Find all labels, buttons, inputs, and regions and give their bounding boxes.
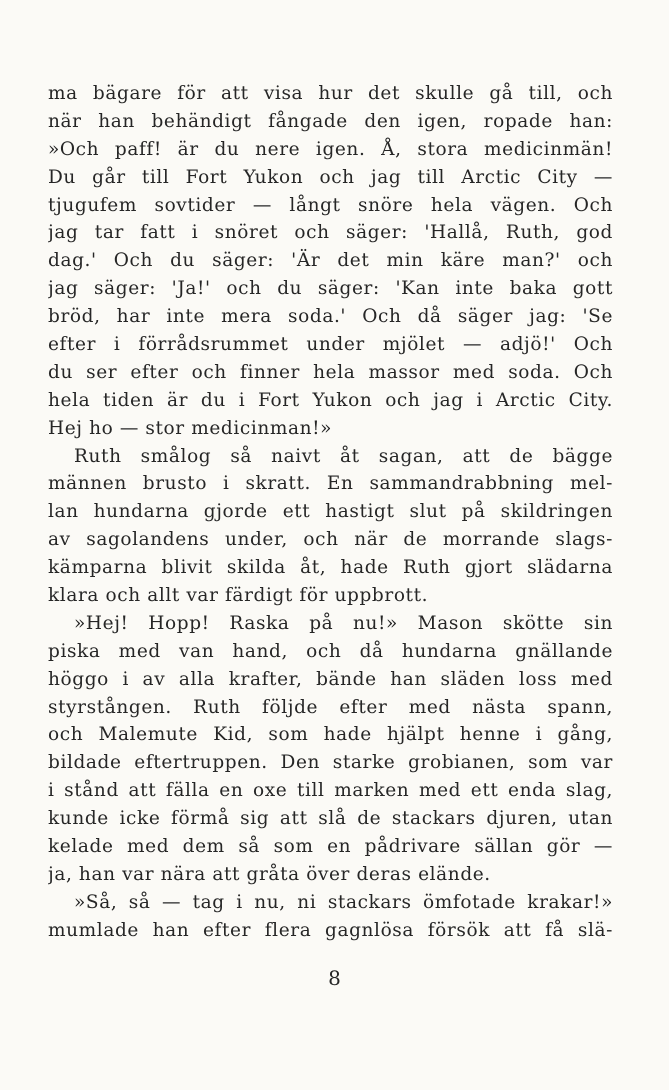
text-line: dag.' Och du säger: 'Är det min käre man?' och [48, 250, 613, 272]
text-line: hela tiden är du i Fort Yukon och jag i Arctic City. [48, 389, 613, 411]
text-line: kelade med dem så som en pådrivare sällan gör — [48, 836, 613, 858]
text-line: ma bägare för att visa hur det skulle gå till, och [48, 83, 613, 104]
text-line: Ruth smålog så naivt åt sagan, att de bägge [74, 445, 613, 467]
text-line: jag säger: 'Ja!' och du säger: 'Kan inte baka gott [48, 278, 613, 300]
text-line: kunde icke förmå sig att slå de stackars djuren, utan [48, 808, 613, 830]
text-line: tjugufem sovtider — långt snöre hela vägen. Och [48, 194, 613, 216]
text-line: och Malemute Kid, som hade hjälpt henne i gång, [48, 724, 613, 746]
text-line: Du går till Fort Yukon och jag till Arctic City — [48, 166, 613, 188]
text-line: Hej ho — stor medicinman!» [48, 417, 333, 439]
page-number: 8 [328, 966, 341, 990]
text-line: styrstången. Ruth följde efter med nästa spann, [48, 696, 613, 718]
text-line: kämparna blivit skilda åt, hade Ruth gjort slädarna [48, 557, 613, 579]
text-line: »Hej! Hopp! Raska på nu!» Mason skötte sin [74, 612, 613, 634]
text-line: i stånd att fälla en oxe till marken med ett enda slag, [48, 780, 613, 802]
body-text [48, 80, 613, 945]
text-line: när han behändigt fångade den igen, ropade han: [48, 110, 613, 132]
text-line: höggo i av alla krafter, bände han släden loss med [48, 668, 613, 690]
text-line: lan hundarna gjorde ett hastigt slut på skildringen [48, 501, 613, 523]
text-line: av sagolandens under, och när de morrande slags- [48, 529, 613, 551]
text-line: klara och allt var färdigt för uppbrott. [48, 585, 429, 607]
text-line: ja, han var nära att gråta över deras elände. [48, 863, 491, 885]
text-line: efter i förrådsrummet under mjölet — adjö!' Och [48, 334, 613, 356]
text-line: jag tar fatt i snöret och säger: 'Hallå, Ruth, god [48, 222, 613, 244]
text-line: »Och paff! är du nere igen. Å, stora medicinmän! [48, 138, 613, 160]
text-line: piska med van hand, och då hundarna gnällande [48, 640, 613, 662]
text-line: bildade eftertruppen. Den starke grobianen, som var [48, 752, 613, 774]
text-line: »Så, så — tag i nu, ni stackars ömfotade krakar!» [74, 891, 613, 913]
text-line: mumlade han efter flera gagnlösa försök att få slä- [48, 919, 613, 941]
text-line: du ser efter och finner hela massor med soda. Och [48, 361, 613, 383]
text-line: bröd, har inte mera soda.' Och då säger jag: 'Se [48, 306, 613, 328]
text-line: männen brusto i skratt. En sammandrabbning mel- [48, 473, 613, 495]
